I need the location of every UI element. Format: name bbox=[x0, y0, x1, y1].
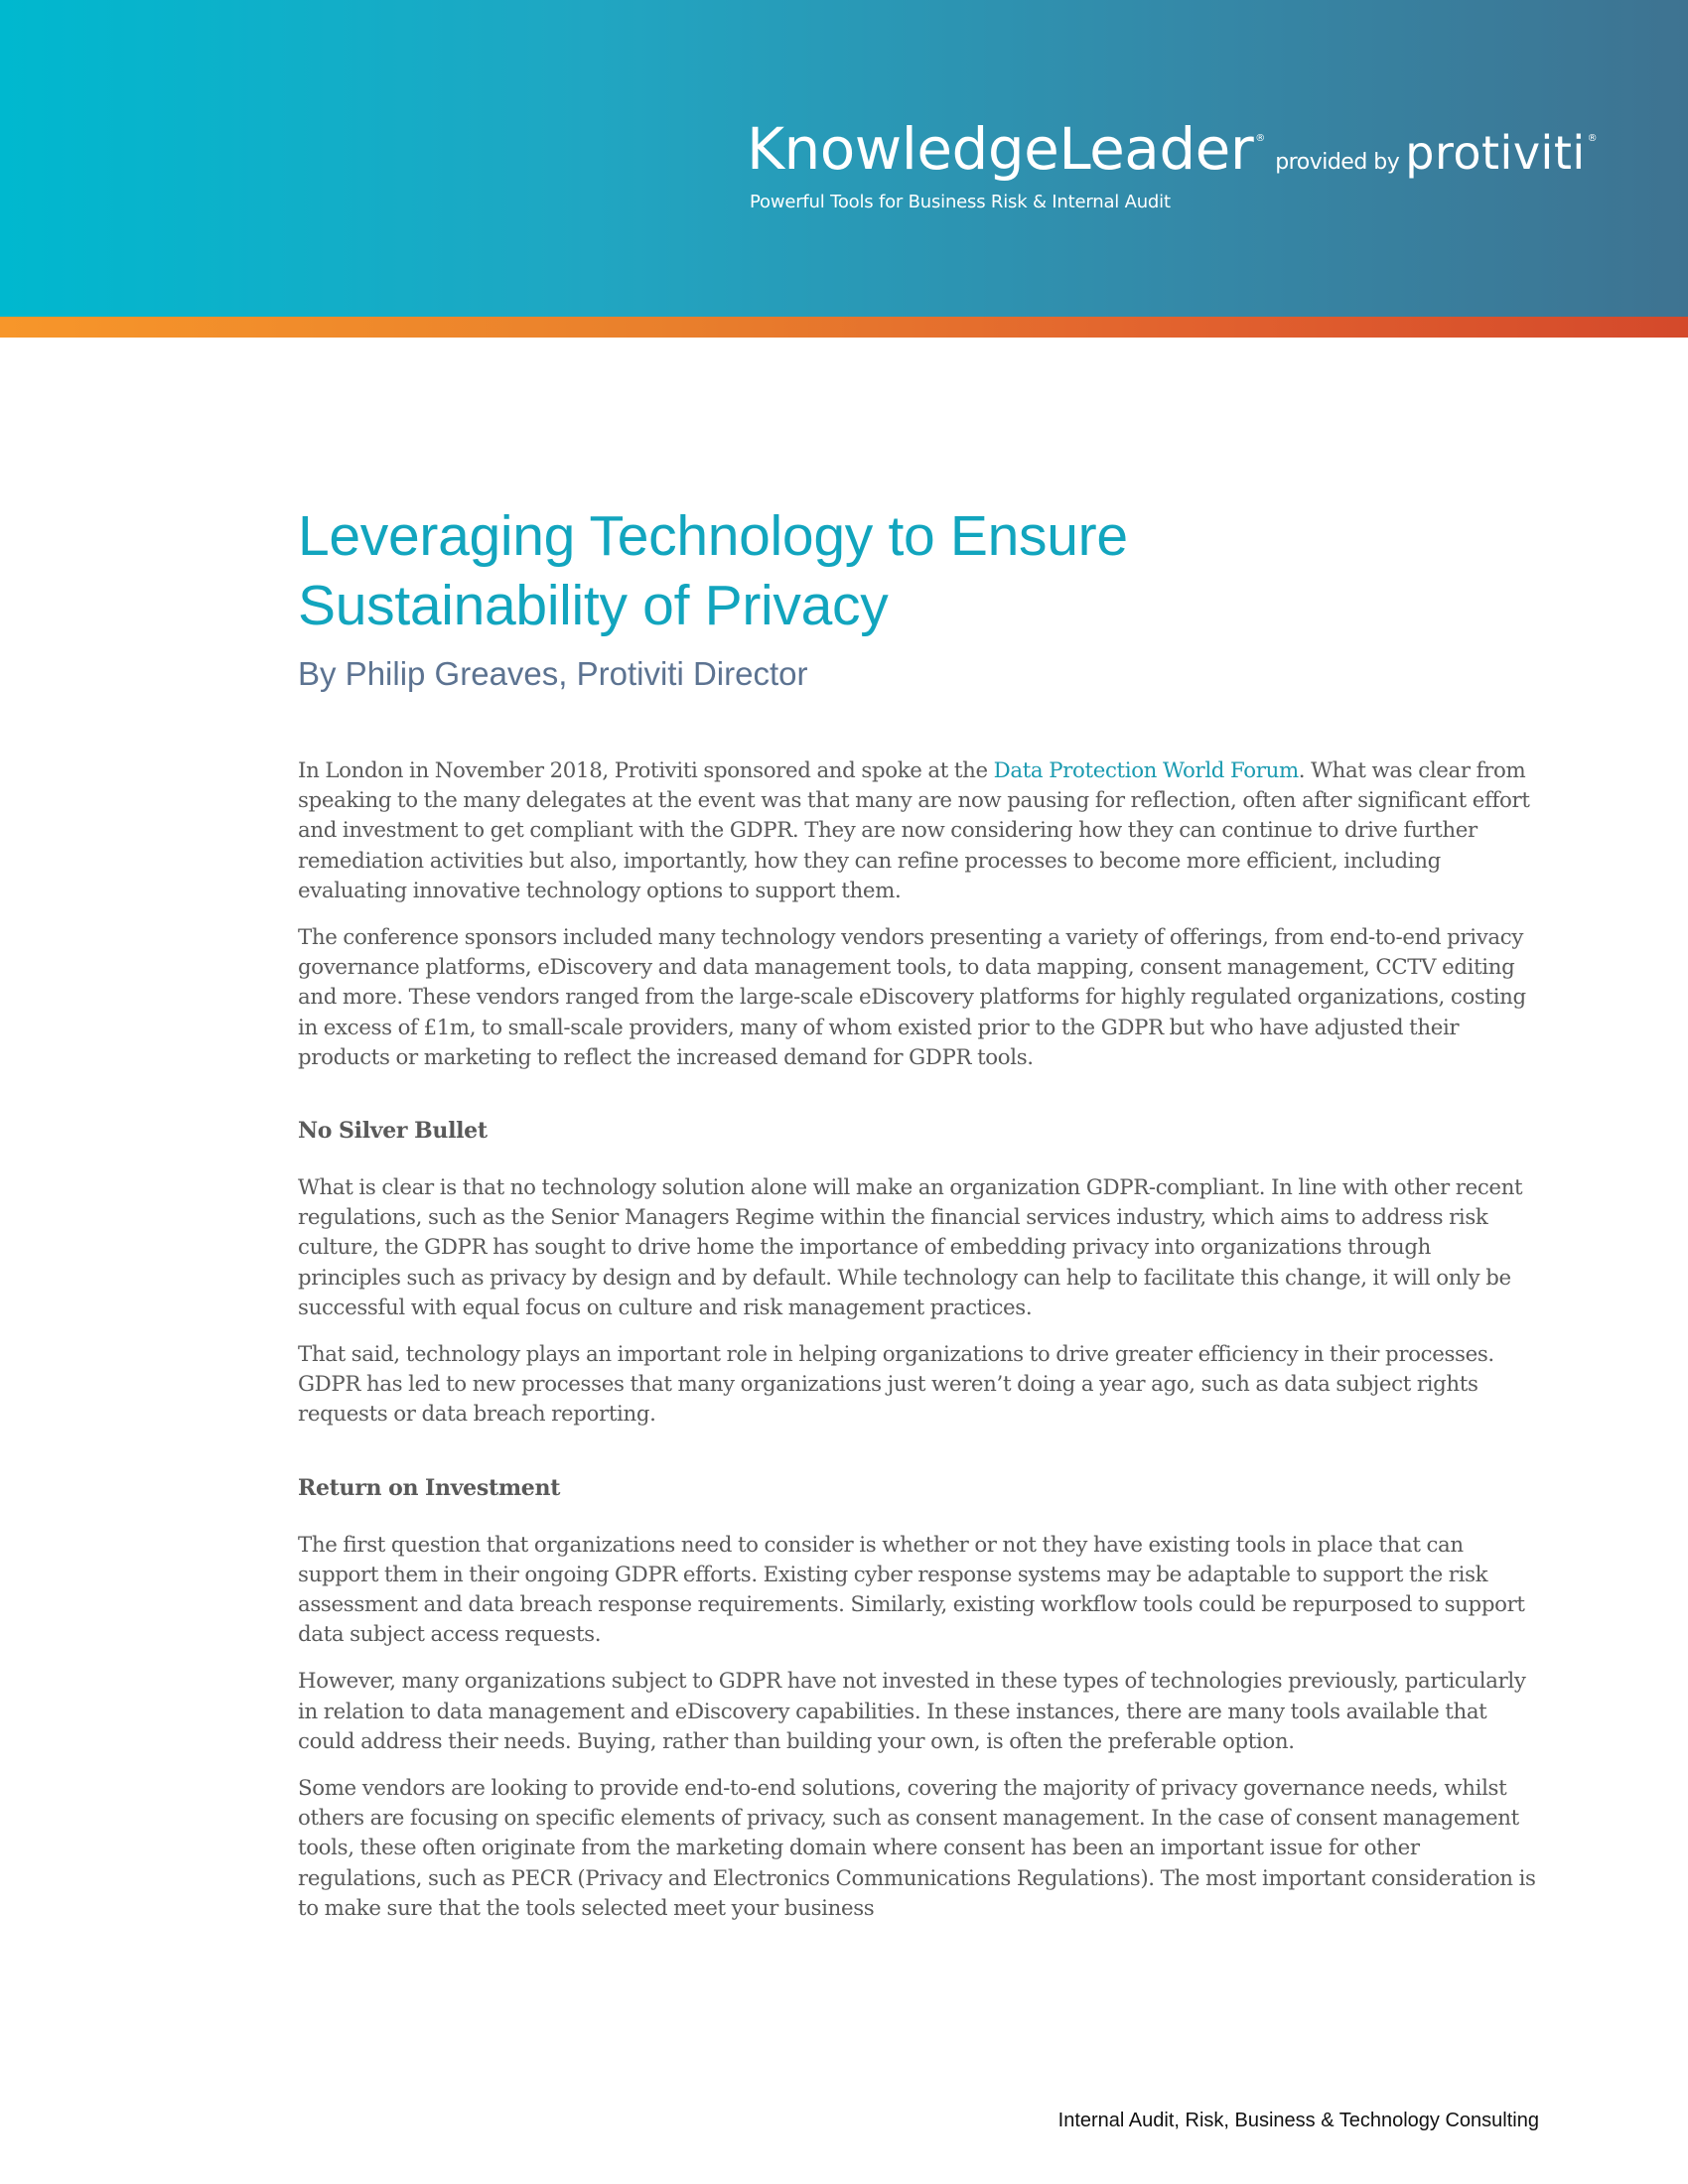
paragraph: The first question that organizations need to consider is whether or not they have existing tools in place that can support them in their ongoing GDPR efforts. Existing cyber response systems may be adaptable to support the risk assessment and data breach response requirements. Similarly, existing workflow tools could be repurposed to support data subject access requests. bbox=[298, 1532, 1525, 1648]
article bbox=[298, 501, 1539, 1941]
page-footer: Internal Audit, Risk, Business & Technology Consulting bbox=[1057, 2110, 1539, 2131]
intro-text-start: In London in November 2018, Protiviti sponsored and spoke at the bbox=[298, 758, 994, 783]
header-accent-stripe bbox=[0, 317, 1688, 338]
article-author: By Philip Greaves, Protiviti Director bbox=[298, 655, 808, 692]
logo-provided-by: provided by bbox=[1275, 150, 1400, 175]
registered-mark: ® bbox=[1255, 133, 1266, 144]
paragraph: What is clear is that no technology solution alone will make an organization GDPR-compliant. In line with other recent regulations, such as the Senior Managers Regime within the financial services industry, which aims to address risk culture, the GDPR has sought to drive home the importance of embedding privacy into organizations through principles such as privacy by design and by default. While technology can help to facilitate this change, it will only be successful with equal focus on culture and risk management practices. bbox=[298, 1175, 1523, 1320]
paragraph: However, many organizations subject to GDPR have not invested in these types of technologies previously, particularly in relation to data management and eDiscovery capabilities. In these instances, there are many tools available that could address their needs. Buying, rather than building your own, is often the preferable option. bbox=[298, 1669, 1526, 1754]
section-heading-return-on-investment: Return on Investment bbox=[298, 1474, 561, 1501]
registered-mark-company: ® bbox=[1587, 133, 1598, 144]
data-protection-world-forum-link[interactable]: Data Protection World Forum bbox=[993, 758, 1299, 783]
knowledgeleader-logo bbox=[747, 115, 1598, 183]
article-body bbox=[298, 756, 1539, 1924]
article-title bbox=[298, 501, 1539, 640]
paragraph: Some vendors are looking to provide end-to-end solutions, covering the majority of privacy governance needs, whilst others are focusing on specific elements of privacy, such as consent management. In the case of consent management tools, these often originate from the marketing domain where consent has been an important issue for other regulations, such as PECR (Privacy and Electronics Communications Regulations). The most important consideration is to make sure that the tools selected meet your business bbox=[298, 1776, 1536, 1921]
logo-brand: KnowledgeLeader bbox=[747, 115, 1254, 183]
title-line-2: Sustainability of Privacy bbox=[298, 574, 889, 637]
paragraph: The conference sponsors included many technology vendors presenting a variety of offerings, from end-to-end privacy governance platforms, eDiscovery and data management tools, to data mapping, consent management, CCTV editing and more. These vendors ranged from the large-scale eDiscovery platforms for highly regulated organizations, costing in excess of £1m, to small-scale providers, many of whom existed prior to the GDPR but who have adjusted their products or marketing to reflect the increased demand for GDPR tools. bbox=[298, 925, 1526, 1070]
title-line-1: Leveraging Technology to Ensure bbox=[298, 504, 1128, 568]
logo-tagline: Powerful Tools for Business Risk & Internal Audit bbox=[750, 192, 1171, 212]
intro-paragraph bbox=[298, 756, 1539, 906]
section-heading-no-silver-bullet: No Silver Bullet bbox=[298, 1118, 488, 1145]
intro-text-end: . What was clear from speaking to the many delegates at the event was that many are now pausing for reflection, often after significant effort and investment to get compliant with the GDPR. They are now considering how they can continue to drive further remediation activities but also, importantly, how they can refine processes to become more efficient, including evaluating innovative technology options to support them. bbox=[298, 758, 1530, 903]
logo-company: protiviti bbox=[1405, 126, 1586, 180]
paragraph: That said, technology plays an important role in helping organizations to drive greater efficiency in their processes. GDPR has led to new processes that many organizations just weren’t doing a year ago, such as data subject rights requests or data breach reporting. bbox=[298, 1342, 1494, 1428]
